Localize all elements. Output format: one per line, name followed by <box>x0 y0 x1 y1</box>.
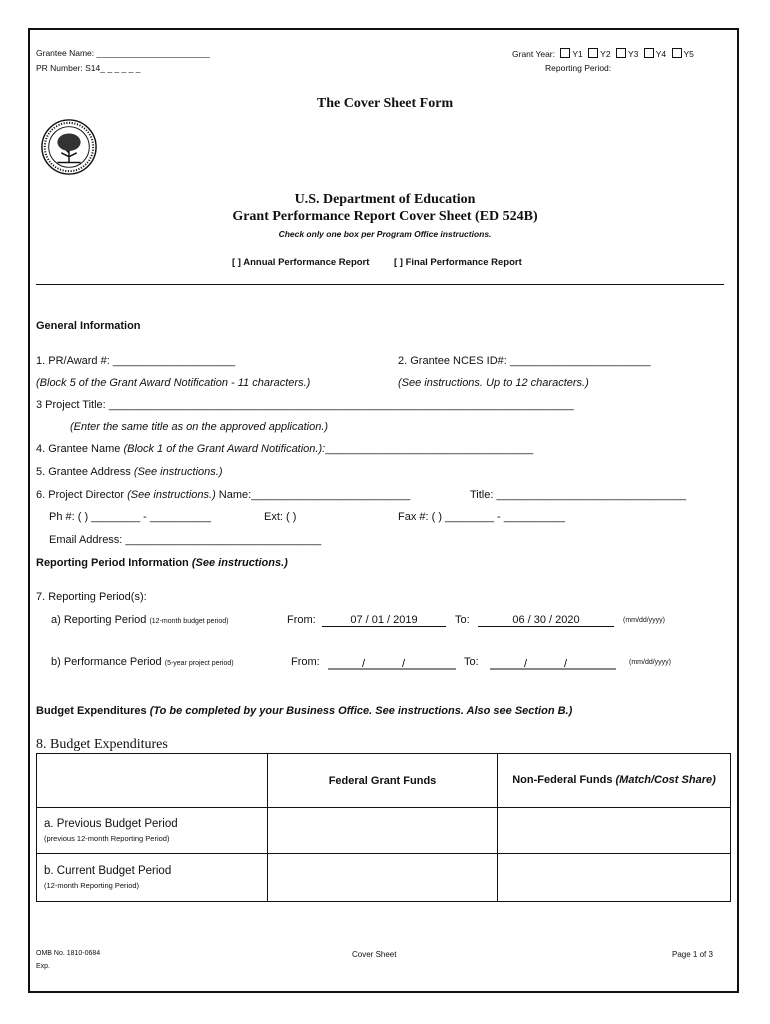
performance-period-row <box>51 656 234 668</box>
divider <box>36 284 724 285</box>
year-3-checkbox[interactable] <box>616 48 626 58</box>
reporting-heading <box>36 557 288 569</box>
pr-number-field[interactable]: PR Number: S14_ _ _ _ _ _ <box>36 63 141 73</box>
svg-text:/: / <box>362 658 366 670</box>
general-info-heading: General Information <box>36 320 141 332</box>
year-1-label: Y1 <box>572 49 583 59</box>
row-label-cell <box>37 854 268 902</box>
budget-heading-label: Budget Expenditures <box>36 705 147 717</box>
budget-header-row <box>37 754 731 808</box>
date-format-b: (mm/dd/yyyy) <box>629 659 671 666</box>
nonfederal-funds-note: (Match/Cost Share) <box>615 774 716 786</box>
director-name-field[interactable]: Name:__________________________ <box>215 489 411 501</box>
page-number: Page 1 of 3 <box>672 950 713 959</box>
budget-table <box>36 753 731 902</box>
project-title-field[interactable]: 3 Project Title: ____________________________________________________________________________ <box>36 399 574 411</box>
grantee-name-label: 4. Grantee Name <box>36 443 124 455</box>
grantee-name-field[interactable]: Grantee Name: ________________________ <box>36 48 210 58</box>
grantee-name-input[interactable]: __________________________________ <box>325 443 534 455</box>
grantee-address-label: 5. Grantee Address <box>36 466 134 478</box>
project-director-note: (See instructions.) <box>127 489 216 501</box>
dept-name: U.S. Department of Education <box>294 192 476 207</box>
pr-award-note: (Block 5 of the Grant Award Notification - 11 characters.) <box>36 377 311 389</box>
row-sublabel: (previous 12-month Reporting Period) <box>44 834 170 843</box>
year-2-checkbox[interactable] <box>588 48 598 58</box>
final-report-option[interactable]: [ ] Final Performance Report <box>394 257 522 268</box>
project-director-row <box>36 489 410 501</box>
year-3-label: Y3 <box>627 49 639 59</box>
project-title-note: (Enter the same title as on the approved application.) <box>70 421 329 433</box>
to-date-b-input[interactable] <box>490 656 616 669</box>
director-title-field[interactable]: Title: _______________________________ <box>470 489 687 501</box>
from-b-label: From: <box>291 656 320 668</box>
phone-field[interactable]: Ph #: ( ) ________ - __________ <box>49 511 212 523</box>
report-title: Grant Performance Report Cover Sheet (ED 524B) <box>232 209 538 224</box>
year-5-label: Y5 <box>683 49 694 59</box>
date-format-a: (mm/dd/yyyy) <box>623 617 665 624</box>
nonfederal-funds-label: Non-Federal Funds <box>512 774 613 786</box>
budget-heading-note: (To be completed by your Business Office. See instructions. Also see Section B.) <box>149 705 573 717</box>
nces-id-field[interactable]: 2. Grantee NCES ID#: _______________________ <box>398 355 651 367</box>
year-4-label: Y4 <box>655 49 667 59</box>
table-row <box>37 854 731 902</box>
from-date-b-input[interactable] <box>328 656 456 669</box>
row-sublabel: (12-month Reporting Period) <box>44 881 140 890</box>
performance-period-sub: (5-year project period) <box>164 660 234 667</box>
budget-corner-cell <box>37 754 268 808</box>
pr-award-field[interactable]: 1. PR/Award #: ____________________ <box>36 355 236 367</box>
expiration: Exp. <box>36 963 51 970</box>
reporting-period-a-row <box>51 614 228 626</box>
year-5-checkbox[interactable] <box>672 48 682 58</box>
annual-report-option[interactable]: [ ] Annual Performance Report <box>232 257 370 268</box>
svg-text:/: / <box>524 658 528 670</box>
svg-text:/: / <box>402 658 406 670</box>
nonfederal-funds-header <box>498 754 731 808</box>
from-date-a-input[interactable]: 07 / 01 / 2019 <box>322 614 446 627</box>
year-4-checkbox[interactable] <box>644 48 654 58</box>
check-instruction: Check only one box per Program Office instructions. <box>278 229 492 239</box>
reporting-period-a-sub: (12-month budget period) <box>149 618 229 625</box>
performance-period-label: b) Performance Period <box>51 656 162 668</box>
budget-section-title: 8. Budget Expenditures <box>36 737 168 752</box>
grantee-address-note: (See instructions.) <box>133 466 223 478</box>
form-title: The Cover Sheet Form <box>316 96 454 111</box>
reporting-period-a-label: a) Reporting Period <box>51 614 147 626</box>
current-nonfederal-cell[interactable] <box>498 854 731 902</box>
project-director-label: 6. Project Director <box>36 489 128 501</box>
reporting-heading-label: Reporting Period Information <box>36 557 189 569</box>
year-1-checkbox[interactable] <box>560 48 570 58</box>
ext-field[interactable]: Ext: ( ) <box>264 511 297 523</box>
nces-note: (See instructions. Up to 12 characters.) <box>398 377 589 389</box>
to-date-a-input[interactable]: 06 / 30 / 2020 <box>478 614 614 627</box>
row-label: b. Current Budget Period <box>44 865 172 877</box>
row-label: a. Previous Budget Period <box>44 818 178 830</box>
grant-year-group <box>512 48 694 59</box>
grant-year-label: Grant Year: <box>512 49 556 59</box>
federal-funds-header: Federal Grant Funds <box>268 754 498 808</box>
previous-nonfederal-cell[interactable] <box>498 808 731 854</box>
department-seal-icon <box>40 118 98 176</box>
reporting-period-header: Reporting Period: <box>545 63 612 73</box>
row-label-cell <box>37 808 268 854</box>
email-field[interactable]: Email Address: ________________________________ <box>49 534 322 546</box>
grantee-name-row <box>36 443 533 455</box>
year-2-label: Y2 <box>600 49 611 59</box>
fax-field[interactable]: Fax #: ( ) ________ - __________ <box>398 511 565 523</box>
from-a-label: From: <box>287 614 316 626</box>
to-a-label: To: <box>455 614 470 626</box>
previous-federal-cell[interactable] <box>268 808 498 854</box>
current-federal-cell[interactable] <box>268 854 498 902</box>
svg-text:/: / <box>564 658 568 670</box>
to-b-label: To: <box>464 656 479 668</box>
grantee-name-note: (Block 1 of the Grant Award Notification.): <box>123 443 326 455</box>
budget-heading <box>36 705 572 717</box>
omb-number: OMB No. 1810-0684 <box>36 950 101 957</box>
footer-cover-sheet: Cover Sheet <box>352 950 397 959</box>
reporting-periods-label: 7. Reporting Period(s): <box>36 591 147 603</box>
grantee-address-row <box>36 466 223 478</box>
table-row <box>37 808 731 854</box>
reporting-heading-note: (See instructions.) <box>191 557 288 569</box>
